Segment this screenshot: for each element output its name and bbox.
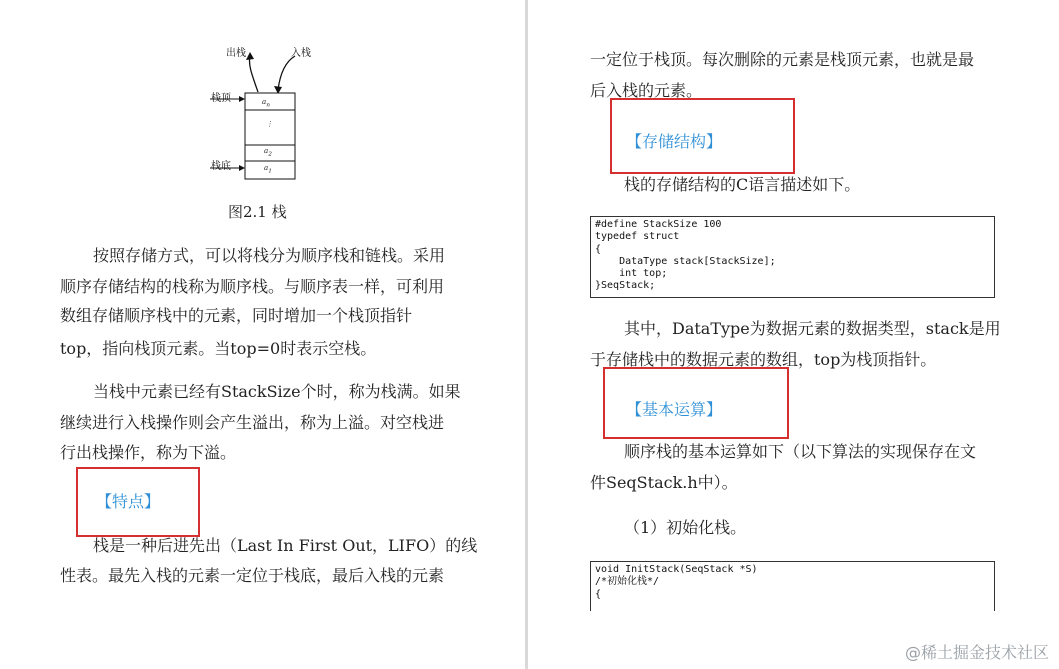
left-para2-line3: 行出栈操作，称为下溢。 [60, 443, 237, 462]
code-line: /*初始化栈*/ [595, 576, 660, 588]
left-page [0, 0, 525, 669]
heading-basic-operations: 【基本运算】 [626, 400, 723, 419]
left-para2-line2: 继续进行入栈操作则会产生溢出，称为上溢。对空栈进 [60, 413, 445, 432]
right-para1-line2: 后入栈的元素。 [590, 81, 703, 100]
right-para5: （1）初始化栈。 [624, 518, 747, 537]
right-para4-line1: 顺序栈的基本运算如下（以下算法的实现保存在文 [624, 442, 977, 461]
pop-label: 出栈 [226, 48, 246, 59]
stack-cell-a2: $a_2$ [264, 147, 272, 158]
code-block-struct [590, 216, 995, 298]
stack-cell-top: $a_n$ [262, 98, 270, 109]
right-para3-line2: 于存储栈中的数据元素的数组，top为栈顶指针。 [590, 350, 937, 369]
code-line: #define StackSize 100 [595, 219, 722, 230]
code-block-init [590, 561, 995, 611]
watermark: @稀土掘金技术社区 [904, 643, 1049, 662]
right-para4-line2: 件SeqStack.h中）。 [590, 473, 738, 492]
code-line: int top; [595, 268, 668, 280]
code-line: typedef struct [595, 231, 680, 243]
code-line: DataType stack[StackSize]; [595, 255, 776, 267]
left-para1-line2: 顺序存储结构的栈称为顺序栈。与顺序表一样，可利用 [60, 277, 445, 296]
code-line: void InitStack(SeqStack *S) [595, 564, 758, 575]
figure-caption: 图2.1 栈 [228, 203, 287, 221]
right-para3-line1: 其中，DataType为数据元素的数据类型，stack是用 [624, 319, 1001, 338]
stack-cell-a1: $a_1$ [264, 164, 272, 175]
push-label: 入栈 [291, 48, 311, 59]
stack-cell-ellipsis: ⋮ [266, 120, 273, 128]
heading-storage-structure: 【存储结构】 [626, 132, 723, 151]
left-para1-line3: 数组存储顺序栈中的元素，同时增加一个栈顶指针 [60, 306, 413, 325]
right-para1-line1: 一定位于栈顶。每次删除的元素是栈顶元素，也就是最 [590, 50, 975, 69]
right-page [528, 0, 1059, 669]
code-line: { [595, 588, 602, 600]
heading-features: 【特点】 [96, 492, 161, 511]
left-para2-line1: 当栈中元素已经有StackSize个时，称为栈满。如果 [93, 382, 461, 401]
code-line: { [595, 243, 602, 255]
left-para3-line2: 性表。最先入栈的元素一定位于栈底，最后入栈的元素 [60, 566, 445, 585]
left-para3-line1: 栈是一种后进先出（Last In First Out，LIFO）的线 [93, 536, 478, 555]
left-para1-line4: top，指向栈顶元素。当top=0时表示空栈。 [60, 339, 377, 358]
right-para2: 栈的存储结构的C语言描述如下。 [624, 175, 861, 194]
code-line: }SeqStack; [595, 280, 656, 292]
stack-diagram [200, 40, 320, 190]
stack-top-label: 栈顶 [211, 93, 231, 104]
left-para1-line1: 按照存储方式，可以将栈分为顺序栈和链栈。采用 [93, 246, 446, 265]
stack-bottom-label: 栈底 [211, 161, 231, 172]
